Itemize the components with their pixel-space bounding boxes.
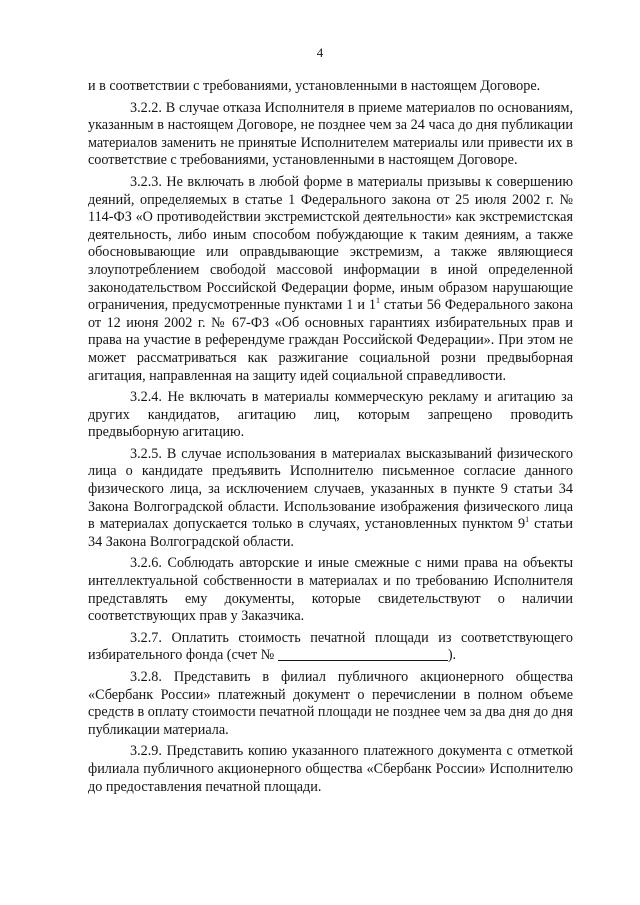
clause-3-2-3-text-b: статьи 56 Федерального закона от 12 июня 2002 г. № 67-ФЗ «Об основных гарантиях избирательных прав и права на участие в референдуме граждан Российской Федерации». При этом не может рассматриваться как разжигание социальной розни предвыборная агитация, направленная на защиту идей социальной справедливости.: [88, 297, 573, 384]
contract-body: [88, 78, 573, 796]
superscript: 1: [525, 515, 530, 525]
clause-3-2-6: 3.2.6. Соблюдать авторские и иные смежные с ними права на объекты интеллектуальной собственности в материалах и по требованию Исполнителя представлять ему документы, которые свидетельствуют о наличии соответствующих прав у Заказчика.: [88, 555, 573, 625]
clause-3-2-5-text-a: 3.2.5. В случае использования в материалах высказываний физического лица о кандидате предъявить Исполнителю письменное согласие данного физического лица, за исключением случаев, указанных в пункте 9 статьи 34 Закона Волгоградской области. Использование изображения физического лица в материалах допускается только в случаях, установленных пунктом 9: [88, 445, 573, 533]
page-number: 4: [316, 45, 324, 60]
clause-3-2-5: [88, 446, 573, 552]
superscript: 1: [375, 296, 380, 306]
clause-3-2-7-text-b: ).: [447, 647, 457, 664]
clause-3-2-5-text-b: статьи 34 Закона Волгоградской области.: [88, 516, 573, 550]
clause-3-2-7-text-a: 3.2.7. Оплатить стоимость печатной площади из соответствующего избирательного фонда (счет №: [88, 629, 573, 664]
paragraph-continuation: и в соответствии с требованиями, установленными в настоящем Договоре.: [88, 78, 541, 94]
clause-3-2-8: 3.2.8. Представить в филиал публичного акционерного общества «Сбербанк России» платежный документ о перечислении в полном объеме средств в оплату стоимости печатной площади не позднее чем за два дня до дня публикации материала.: [88, 669, 573, 738]
clause-3-2-3-text-a: 3.2.3. Не включать в любой форме в материалы призывы к совершению деяний, определяемых в статье 1 Федерального закона от 25 июля 2002 г. № 114-ФЗ «О противодействии экстремистской деятельности» как экстремистская деятельность, либо иным способом побуждающие к таким деяниям, а также обосновывающие или оправдывающие экстремизм, а также являющиеся злоупотреблением свободой массовой информации в иной определенной законодательством Российской Федерации форме, иным образом нарушающие ограничения, предусмотренные пунктами 1 и 1: [88, 173, 573, 314]
clause-3-2-9: 3.2.9. Представить копию указанного платежного документа с отметкой филиала публичного акционерного общества «Сбербанк России» Исполнителю до предоставления печатной площади.: [88, 743, 573, 795]
clause-3-2-3: [88, 174, 573, 385]
account-number-blank: [278, 648, 448, 661]
clause-3-2-7: [88, 630, 573, 665]
clause-3-2-4: 3.2.4. Не включать в материалы коммерческую рекламу и агитацию за других кандидатов, агитацию лиц, которым запрещено проводить предвыборную агитацию.: [88, 389, 573, 441]
clause-3-2-2: 3.2.2. В случае отказа Исполнителя в приеме материалов по основаниям, указанным в настоящем Договоре, не позднее чем за 24 часа до дня публикации материалов заменить не принятые Исполнителем материалы или привести их в соответствие с требованиями, установленными в настоящем Договоре.: [88, 99, 573, 169]
